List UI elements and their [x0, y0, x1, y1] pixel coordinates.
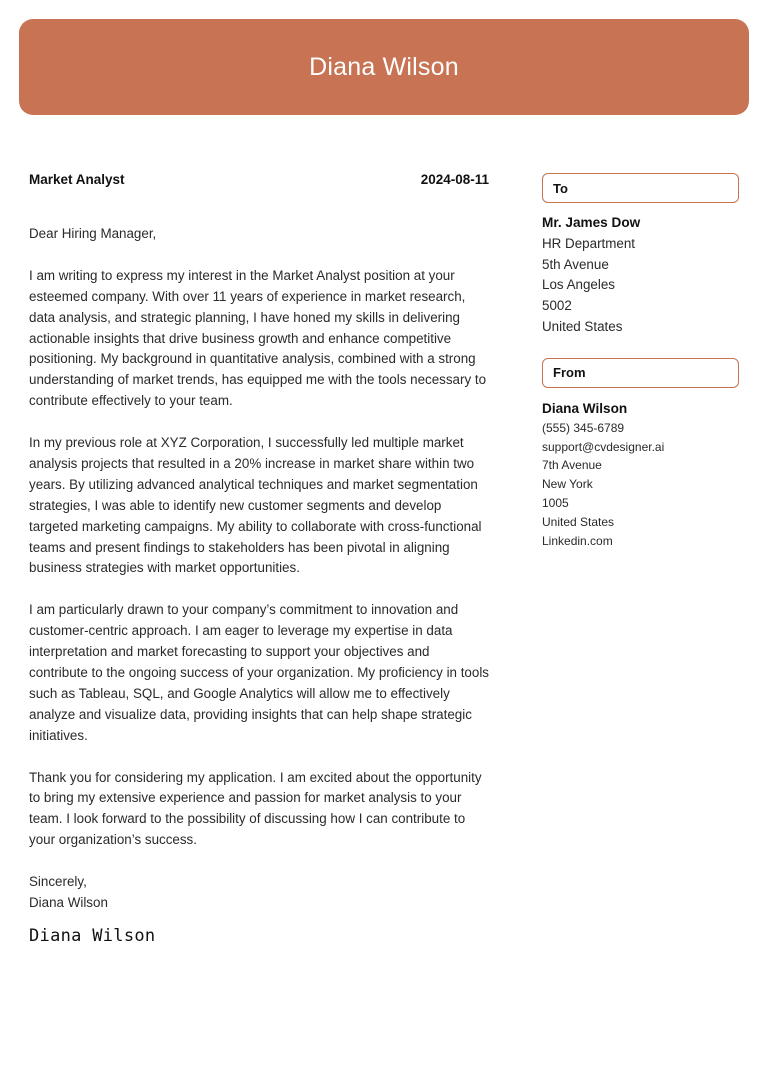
sender-country: United States: [542, 514, 615, 529]
handwritten-signature: Diana Wilson: [29, 925, 156, 946]
to-label: To: [553, 180, 568, 196]
letter-meta-row: [29, 172, 489, 192]
header-banner: [19, 19, 749, 115]
from-label: From: [553, 365, 586, 381]
recipient-zip: 5002: [542, 298, 572, 314]
sender-street: 7th Avenue: [542, 458, 602, 473]
closing-name: Diana Wilson: [29, 894, 108, 910]
sender-website: Linkedin.com: [542, 533, 613, 548]
closing-phrase: Sincerely,: [29, 874, 87, 890]
recipient-department: HR Department: [542, 235, 636, 251]
closing-block: [29, 872, 489, 914]
paragraph-4: Thank you for considering my application. I am excited about the opportunity to bring my extensive experience and passion for market analysis to your team. I look forward to the possibility of discussing how I can contribute to your organization’s success.: [29, 769, 482, 848]
letter-body-column: [29, 172, 489, 946]
sender-email: support@cvdesigner.ai: [542, 439, 665, 454]
paragraph-3: I am particularly drawn to your company’s commitment to innovation and customer-centric approach. I am eager to leverage my expertise in data interpretation and market forecasting to support your objectives and contribute to the ongoing success of your organization. My proficiency in tools such as Tableau, SQL, and Google Analytics will allow me to effectively analyze and visualize data, providing insights that can help shape strategic initiatives.: [29, 602, 489, 743]
from-label-box: [542, 358, 739, 388]
paragraph-1: I am writing to express my interest in the Market Analyst position at your esteemed company. With over 11 years of experience in market research, data analysis, and strategic planning, I have honed my skills in delivering actionable insights that drive business growth and enhance competitive positioning. My background in quantitative analysis, combined with a strong understanding of market trends, has equipped me with the tools necessary to contribute effectively to your team.: [29, 267, 487, 409]
sender-phone: (555) 345-6789: [542, 420, 625, 435]
applicant-name-title: Diana Wilson: [309, 52, 459, 81]
address-sidebar: [542, 173, 739, 550]
greeting: Dear Hiring Manager,: [29, 226, 157, 241]
recipient-name: Mr. James Dow: [542, 215, 641, 230]
position-title: Market Analyst: [29, 172, 125, 187]
recipient-street: 5th Avenue: [542, 256, 609, 272]
sender-city: New York: [542, 477, 593, 492]
recipient-city: Los Angeles: [542, 277, 615, 293]
paragraph-2: In my previous role at XYZ Corporation, I successfully led multiple market analysis projects that resulted in a 20% increase in market share within two years. By utilizing advanced analytical techniques and market segmentation strategies, I was able to identify new customer segments and develop targeted marketing campaigns. My ability to collaborate with cross-functional teams and present findings to stakeholders has been pivotal in aligning business strategies with market opportunities.: [29, 435, 482, 576]
letter-date: 2024-08-11: [420, 172, 489, 187]
letter-text: [29, 224, 489, 851]
sender-name: Diana Wilson: [542, 400, 628, 416]
sender-zip: 1005: [542, 495, 569, 510]
recipient-country: United States: [542, 318, 623, 334]
to-label-box: [542, 173, 739, 203]
sender-address: [542, 398, 739, 551]
recipient-address: [542, 213, 739, 338]
